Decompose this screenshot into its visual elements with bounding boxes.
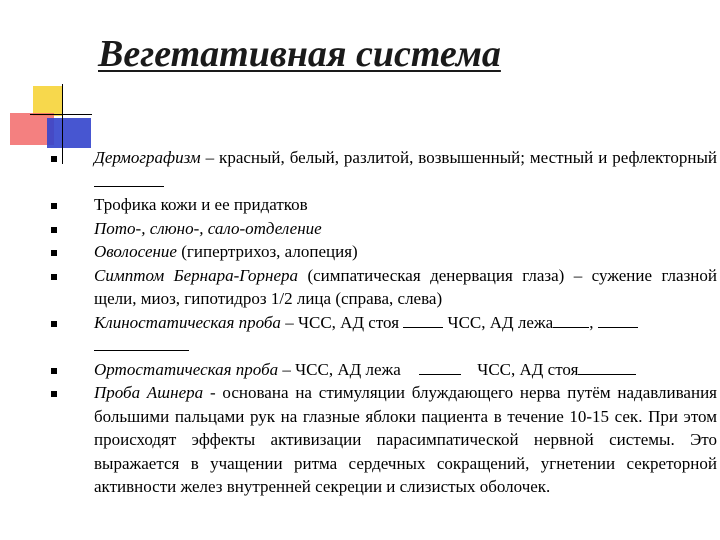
bullet-text: Трофика кожи и ее придатков	[94, 195, 308, 214]
bullet-list	[47, 146, 717, 499]
bullet-marker	[51, 156, 57, 162]
blank-line	[578, 360, 636, 375]
decor-blue-square	[47, 118, 91, 148]
decor-horizontal-rule	[30, 114, 92, 115]
bullet-text: ЧСС, АД лежа	[443, 312, 554, 332]
bullet-lead: Ортостатическая проба	[94, 359, 279, 379]
bullet-horner	[47, 264, 717, 311]
slide-title: Вегетативная система	[98, 33, 501, 75]
bullet-marker	[51, 250, 57, 256]
bullet-ashner	[47, 381, 717, 499]
bullet-lead: Пото-, слюно-, сало-отделение	[94, 218, 322, 238]
bullet-lead: Симптом Бернара-Горнера	[94, 265, 299, 285]
bullet-dermographism	[47, 146, 717, 193]
bullet-lead: Дермографизм	[94, 148, 201, 167]
blank-line	[553, 313, 589, 328]
bullet-text: ЧСС, АД стоя	[473, 359, 579, 379]
bullet-marker	[51, 391, 57, 397]
bullet-marker	[51, 321, 57, 327]
bullet-text: – ЧСС, АД стоя	[280, 312, 404, 332]
bullet-hair	[47, 240, 717, 264]
bullet-marker	[51, 368, 57, 374]
bullet-lead: Оволосение	[94, 242, 177, 261]
bullet-skin-trophic	[47, 193, 717, 217]
blank-line	[94, 336, 189, 351]
bullet-text: (гипертрихоз, алопеция)	[176, 242, 358, 261]
bullet-marker	[51, 274, 57, 280]
decor-yellow-square	[33, 86, 63, 116]
bullet-orthostatic	[47, 358, 717, 382]
bullet-clinostatic	[47, 311, 717, 358]
blank-line	[403, 313, 443, 328]
blank-line	[94, 172, 164, 187]
bullet-marker	[51, 203, 57, 209]
blank-line	[419, 360, 461, 375]
bullet-text: – красный, белый, разлитой, возвышенный; местный и рефлекторный	[200, 148, 717, 167]
blank-line	[598, 313, 638, 328]
bullet-text: (симпатическая денервация глаза) – сужение глазной щели, миоз, гипотидроз 1/2 лица (справа, слева)	[94, 265, 717, 308]
bullet-secretion	[47, 217, 717, 241]
bullet-text: – ЧСС, АД лежа	[278, 359, 406, 379]
bullet-text: - основана на стимуляции блуждающего нерва путём надавливания большими пальцами рук на глазные яблоки пациента в течение 10-15 сек. При этом происходят эффекты активизации парасимпатической нервной системы. Это выражается в учащении ритма сердечных сокращений, угнетении секреторной активности желез внутренней секреции и слизистых оболочек.	[94, 383, 717, 496]
bullet-text: ,	[589, 312, 598, 332]
bullet-lead: Клиностатическая проба	[94, 312, 281, 332]
bullet-marker	[51, 227, 57, 233]
bullet-lead: Проба Ашнера	[94, 383, 204, 402]
